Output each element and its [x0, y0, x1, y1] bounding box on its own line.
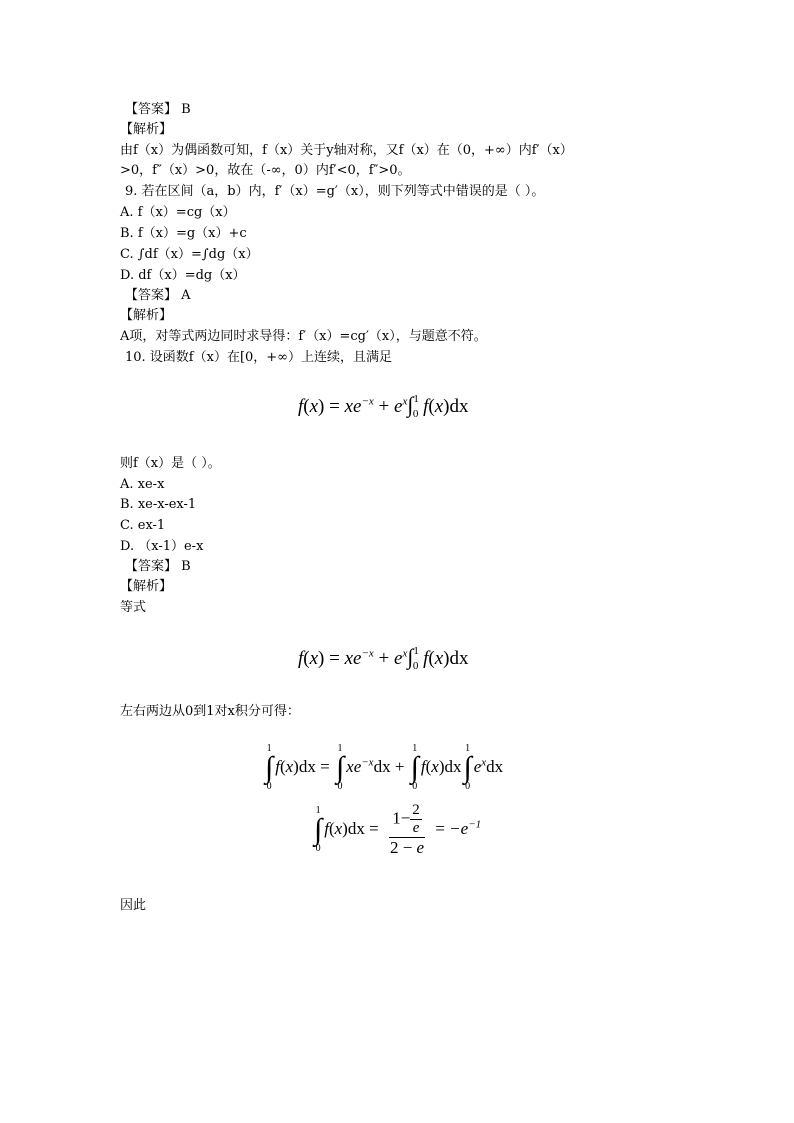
equation-label: 等式 [120, 600, 147, 615]
explanation-text: >0，f″（x）>0，故在（-∞，0）内f′<0，f″>0。 [120, 163, 411, 178]
equation-result: 1 ∫ 0 f(x)dx = 1− $\frac{2}{e}$ 2 − e = $-e^{-1}$ [314, 802, 482, 857]
option-a: A. xe-x [120, 477, 165, 492]
analysis-label: 【解析】 [120, 122, 173, 137]
option-c: C. ∫df（x）=∫dg（x） [120, 247, 259, 262]
answer-label: 【答案】 B [125, 102, 191, 117]
question-10: 10. 设函数f（x）在[0，+∞）上连续，且满足 [125, 350, 393, 365]
integration-text: 左右两边从0到1对x积分可得： [120, 704, 300, 719]
question-9: 9. 若在区间（a，b）内，f′（x）=g′（x），则下列等式中错误的是（ ）。 [125, 184, 545, 199]
explanation-text: 由f（x）为偶函数可知，f（x）关于y轴对称，又f（x）在（0，+∞）内f′（x） [120, 143, 573, 158]
equation-integrated: 1 ∫ 0 f(x)dx = 1 ∫ 0 $xe^{-x}dx$ + 1 ∫ 0 f(x)dx 1 ∫ 0 $e^xdx$ [265, 743, 504, 792]
option-d: D. （x-1）e-x [120, 539, 204, 554]
answer-label: 【答案】 B [125, 559, 191, 574]
question-prompt: 则f（x）是（ ）。 [120, 456, 221, 471]
explanation-text: A项，对等式两边同时求导得：f′（x）=cg′（x），与题意不符。 [120, 329, 487, 344]
equation-f: $f(x) = xe^{-x} + e^x\int^1_0$ f(x)dx [298, 392, 469, 420]
option-b: B. xe-x-ex-1 [120, 497, 197, 512]
analysis-label: 【解析】 [120, 308, 173, 323]
analysis-label: 【解析】 [120, 579, 173, 594]
option-b: B. f（x）=g（x）+c [120, 226, 247, 241]
therefore-text: 因此 [120, 898, 147, 913]
equation-f-repeat: $f(x) = xe^{-x} + e^x\int^1_0$ f(x)dx [298, 644, 469, 672]
answer-label: 【答案】 A [125, 288, 191, 303]
option-a: A. f（x）=cg（x） [120, 205, 236, 220]
option-c: C. ex-1 [120, 518, 166, 533]
option-d: D. df（x）=dg（x） [120, 268, 246, 283]
